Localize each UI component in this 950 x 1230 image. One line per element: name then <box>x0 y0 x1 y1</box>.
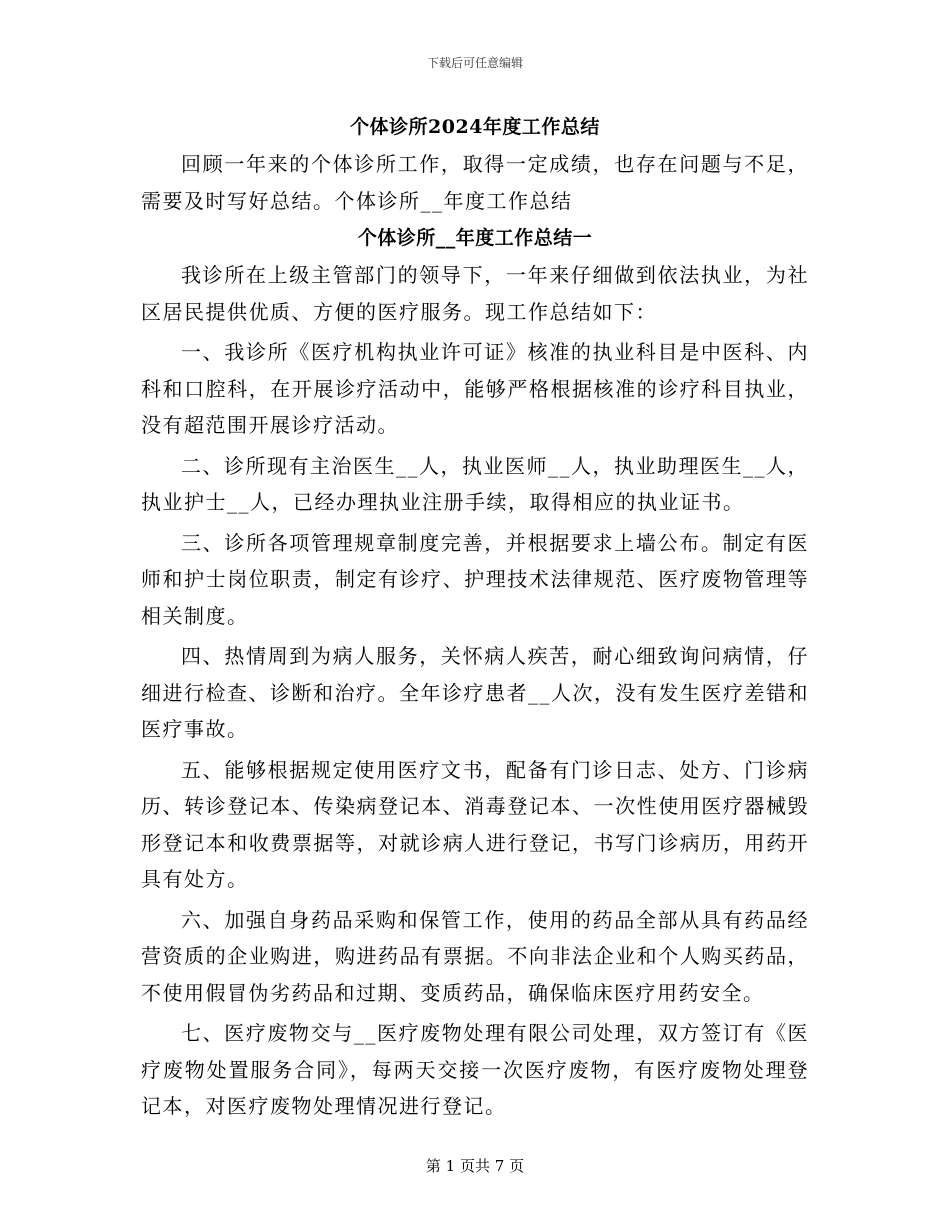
header-note: 下载后可任意编辑 <box>426 56 523 70</box>
intro-paragraph: 回顾一年来的个体诊所工作，取得一定成绩，也存在问题与不足，需要及时写好总结。个体诊所__年度工作总结 <box>141 152 809 213</box>
paragraph-1: 一、我诊所《医疗机构执业许可证》核准的执业科目是中医科、内科和口腔科，在开展诊疗活动中，能够严格根据核准的诊疗科目执业，没有超范围开展诊疗活动。 <box>141 340 809 437</box>
document-body <box>141 108 809 1125</box>
paragraph-3: 三、诊所各项管理规章制度完善，并根据要求上墙公布。制定有医师和护士岗位职责，制定有诊疗、护理技术法律规范、医疗废物管理等相关制度。 <box>141 530 809 628</box>
paragraph-7: 七、医疗废物交与__医疗废物处理有限公司处理，双方签订有《医疗废物处置服务合同》，每两天交接一次医疗废物，有医疗废物处理登记本，对医疗废物处理情况进行登记。 <box>141 1021 809 1118</box>
document-title: 个体诊所2024年度工作总结 <box>350 116 600 138</box>
paragraph-2: 二、诊所现有主治医生__人，执业医师__人，执业助理医生__人，执业护士__人，已经办理执业注册手续，取得相应的执业证书。 <box>141 453 809 514</box>
paragraph-4: 四、热情周到为病人服务，关怀病人疾苦，耐心细致询问病情，仔细进行检查、诊断和治疗。全年诊疗患者__人次，没有发生医疗差错和医疗事故。 <box>141 644 809 741</box>
page-number-footer: 第 1 页共 7 页 <box>425 1157 525 1175</box>
section-title: 个体诊所__年度工作总结一 <box>357 227 593 249</box>
paragraph-6: 六、加强自身药品采购和保管工作，使用的药品全部从具有药品经营资质的企业购进，购进药品有票据。不向非法企业和个人购买药品，不使用假冒伪劣药品和过期、变质药品，确保临床医疗用药安全。 <box>141 907 809 1005</box>
paragraph-5: 五、能够根据规定使用医疗文书，配备有门诊日志、处方、门诊病历、转诊登记本、传染病登记本、消毒登记本、一次性使用医疗器械毁形登记本和收费票据等，对就诊病人进行登记，书写门诊病历，用药开具有处方。 <box>141 757 809 891</box>
paragraph-0: 我诊所在上级主管部门的领导下，一年来仔细做到依法执业，为社区居民提供优质、方便的医疗服务。现工作总结如下： <box>141 263 809 324</box>
